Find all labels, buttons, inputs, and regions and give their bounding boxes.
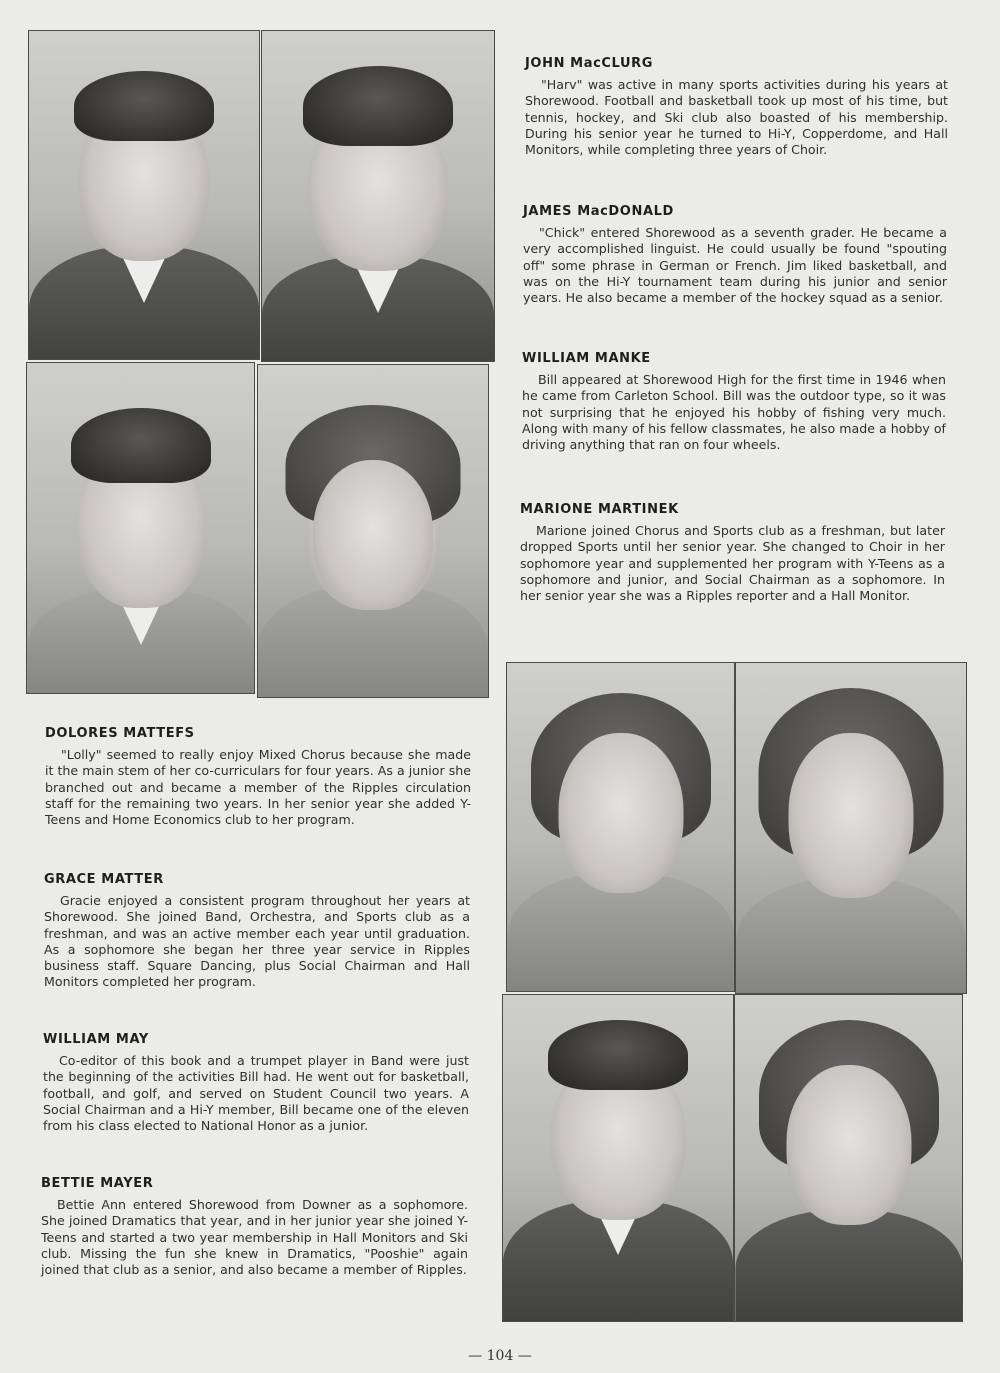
bio-text: "Lolly" seemed to really enjoy Mixed Chorus because she made it the main stem of her co-curriculars for four years. As a junior she branched out and became a member of the Ripples circulation staff for the remaining two years. In her senior year she added Y-Teens and Home Economics club to her program. bbox=[45, 747, 471, 828]
portrait-photo-6 bbox=[735, 662, 967, 994]
bio-john-macclurg bbox=[525, 56, 948, 158]
portrait-photo-4 bbox=[257, 364, 489, 698]
bio-grace-matter bbox=[44, 872, 470, 991]
bio-name: WILLIAM MANKE bbox=[522, 351, 651, 366]
bio-text: Marione joined Chorus and Sports club as a freshman, but later dropped Sports until her senior year. She changed to Choir in her sophomore year and supplemented her program with Y-Teens as a sophomore and junior, and Social Chairman as a sophomore. In her senior year she was a Ripples reporter and a Hall Monitor. bbox=[520, 523, 945, 604]
portrait-photo-5 bbox=[506, 662, 735, 992]
portrait-photo-3 bbox=[26, 362, 255, 694]
bio-name: WILLIAM MAY bbox=[43, 1032, 149, 1047]
portrait-photo-2 bbox=[261, 30, 495, 362]
portrait-photo-8 bbox=[734, 994, 963, 1322]
bio-name: MARIONE MARTINEK bbox=[520, 502, 679, 517]
bio-james-macdonald bbox=[523, 204, 947, 306]
bio-text: "Chick" entered Shorewood as a seventh grader. He became a very accomplished linguist. He could usually be found "spouting off" some phrase in German or French. Jim liked basketball, and was on the Hi-Y tournament team during his junior and senior years. He also became a member of the hockey squad as a senior. bbox=[523, 225, 947, 306]
bio-name: JAMES MacDONALD bbox=[523, 204, 674, 219]
bio-name: GRACE MATTER bbox=[44, 872, 164, 887]
bio-bettie-mayer bbox=[41, 1176, 468, 1278]
bio-name: DOLORES MATTEFS bbox=[45, 726, 195, 741]
portrait-photo-7 bbox=[502, 994, 734, 1322]
bio-text: "Harv" was active in many sports activities during his years at Shorewood. Football and basketball took up most of his time, but tennis, hockey, and Ski club also boasted of his membership. During his senior year he turned to Hi-Y, Copperdome, and Hall Monitors, while completing three years of Choir. bbox=[525, 77, 948, 158]
bio-text: Bettie Ann entered Shorewood from Downer as a sophomore. She joined Dramatics that year, and in her junior year she joined Y-Teens and started a two year membership in Hall Monitors and Ski club. Missing the fun she knew in Dramatics, "Pooshie" again joined that club as a senior, and also became a member of Ripples. bbox=[41, 1197, 468, 1278]
bio-william-may bbox=[43, 1032, 469, 1134]
bio-name: BETTIE MAYER bbox=[41, 1176, 154, 1191]
portrait-photo-1 bbox=[28, 30, 260, 360]
bio-william-manke bbox=[522, 351, 946, 453]
bio-text: Gracie enjoyed a consistent program throughout her years at Shorewood. She joined Band, Orchestra, and Sports club as a freshman, and was an active member each year until graduation. As a sophomore she began her three year service in Ripples business staff. Square Dancing, plus Social Chairman and Hall Monitors completed her program. bbox=[44, 893, 470, 990]
bio-name: JOHN MacCLURG bbox=[525, 56, 653, 71]
bio-text: Bill appeared at Shorewood High for the first time in 1946 when he came from Carleton School. Bill was the outdoor type, so it was not surprising that he enjoyed his hobby of fishing very much. Along with many of his fellow classmates, he also made a hobby of driving anything that ran on four wheels. bbox=[522, 372, 946, 453]
bio-text: Co-editor of this book and a trumpet player in Band were just the beginning of the activities Bill had. He went out for basketball, football, and golf, and served on Student Council two years. A Social Chairman and a Hi-Y member, Bill became one of the eleven from his class elected to National Honor as a junior. bbox=[43, 1053, 469, 1134]
page-number: — 104 — bbox=[468, 1348, 532, 1364]
bio-marione-martinek bbox=[520, 502, 945, 604]
bio-dolores-mattefs bbox=[45, 726, 471, 828]
